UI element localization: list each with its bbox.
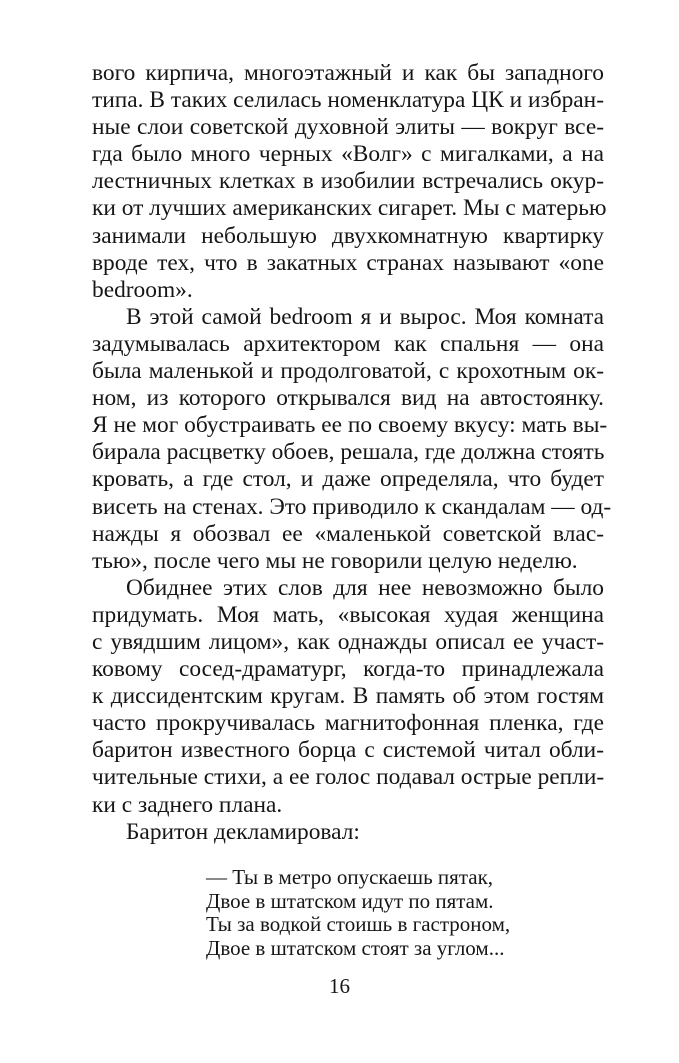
text-line: ковому сосед-драматург, когда-то принадлежала <box>92 656 604 683</box>
text-line: висеть на стенах. Это приводило к скандалам — од- <box>92 493 612 520</box>
text-line: придумать. Моя мать, «высокая худая женщина <box>92 601 604 628</box>
page-number: 16 <box>329 974 350 998</box>
text-line: была маленькой и продолговатой, с крохотным ок- <box>92 358 604 385</box>
text-line: ные слои советской духовной элиты — вокруг все- <box>92 114 604 141</box>
text-line: баритон известного борца с системой читал обли- <box>92 737 604 764</box>
text-line: вого кирпича, многоэтажный и как бы западного <box>92 60 604 86</box>
body-text <box>92 60 612 846</box>
paragraph-start-line: Баритон декламировал: <box>126 818 360 845</box>
poem-line: — Ты в метро опускаешь пятак, <box>206 865 494 889</box>
text-line: нажды я обозвал ее «маленькой советской влас- <box>92 520 604 547</box>
text-line: часто прокручивалась магнитофонная пленка, где <box>92 710 604 737</box>
text-line: вроде тех, что в закатных странах называют «one <box>92 249 604 276</box>
poem-line: Ты за водкой стоишь в гастроном, <box>206 912 511 937</box>
text-line: Я не мог обустраивать ее по своему вкусу: мать вы- <box>92 412 608 439</box>
poem-line: Двое в штатском идут по пятам. <box>206 888 494 913</box>
text-line: бирала расцветку обоев, решала, где должна стоять <box>92 439 605 466</box>
text-line: bedroom». <box>92 276 193 303</box>
text-line: к диссидентским кругам. В память об этом гостям <box>92 683 604 710</box>
paragraph-start-line: В этой самой bedroom я и вырос. Моя комната <box>126 303 604 330</box>
text-line: задумывалась архитектором как спальня — она <box>92 330 604 357</box>
text-line: кровать, а где стол, и даже определяла, что будет <box>92 466 604 493</box>
text-line: лестничных клетках в изобилии встречались окур- <box>92 168 604 195</box>
poem-block <box>206 866 566 960</box>
poem-line: Двое в штатском стоят за углом... <box>206 935 505 960</box>
text-line: чительные стихи, а ее голос подавал острые репли- <box>92 764 605 791</box>
text-line: ном, из которого открывался вид на автостоянку. <box>92 385 604 412</box>
text-line: типа. В таких селилась номенклатура ЦК и избран- <box>92 87 604 114</box>
text-line: гда было много черных «Волг» с мигалками, а на <box>92 141 604 168</box>
text-line: с увядшим лицом», как однажды описал ее участ- <box>92 628 604 655</box>
text-line: тью», после чего мы не говорили целую неделю. <box>92 547 578 574</box>
paragraph-start-line: Обиднее этих слов для нее невозможно было <box>126 574 604 601</box>
text-line: ки от лучших американских сигарет. Мы с матерью <box>92 195 607 222</box>
text-line: занимали небольшую двухкомнатную квартирку <box>92 222 604 249</box>
text-line: ки с заднего плана. <box>92 791 283 818</box>
